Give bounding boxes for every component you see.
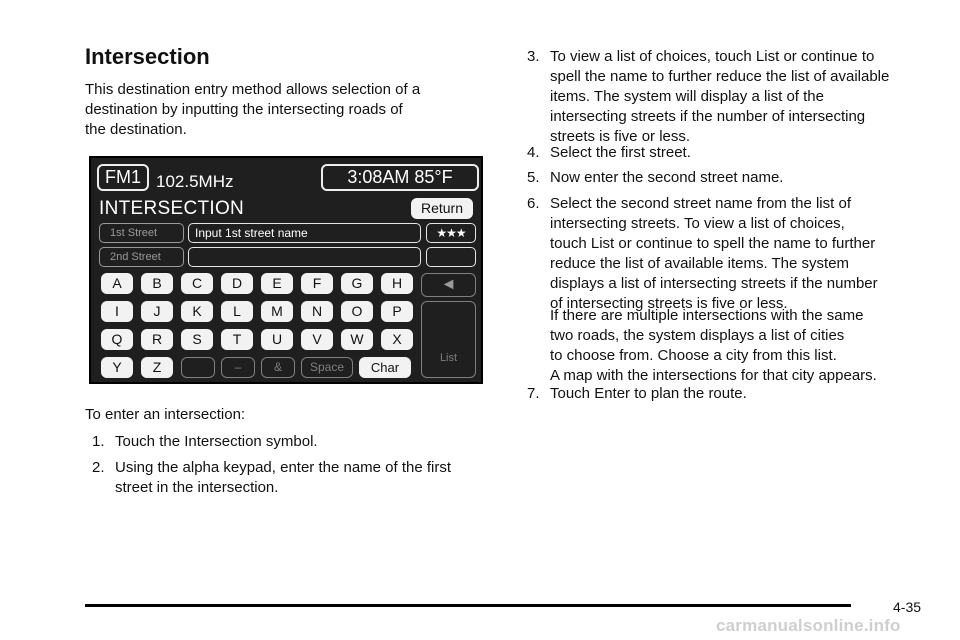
key-g: G (341, 273, 373, 294)
backspace-icon: ◄ (421, 273, 476, 297)
key-q: Q (101, 329, 133, 350)
step-line: Touch Enter to plan the route. (550, 385, 747, 402)
step-item (527, 143, 947, 163)
key-u: U (261, 329, 293, 350)
step-item (92, 432, 492, 452)
step-item (527, 194, 947, 314)
key-o: O (341, 301, 373, 322)
list-button: List (421, 301, 476, 378)
step-line: Using the alpha keypad, enter the name of the first (115, 459, 452, 476)
step-line: To view a list of choices, touch List or continue to (550, 48, 875, 65)
key-m: M (261, 301, 293, 322)
footer-rule (85, 604, 851, 607)
step-line: spell the name to further reduce the list of available (550, 68, 890, 85)
frequency-display: 102.5MHz (156, 172, 234, 191)
step-line: items. The system will display a list of the (550, 88, 824, 105)
first-street-input: Input 1st street name (188, 223, 421, 243)
key-c: C (181, 273, 213, 294)
step-line: intersecting streets. To view a list of choices, (550, 215, 845, 232)
space-key: Space (301, 357, 353, 378)
step-item (527, 168, 947, 188)
step-item (92, 458, 492, 498)
dash-key: – (221, 357, 255, 378)
watermark: carmanualsonline.info (716, 616, 901, 635)
stars-icon: ★★★ (426, 223, 476, 243)
key-i: I (101, 301, 133, 322)
second-street-button: 2nd Street (99, 247, 184, 267)
key-f: F (301, 273, 333, 294)
second-street-input (188, 247, 421, 267)
key-p: P (381, 301, 413, 322)
note-paragraph (550, 306, 877, 386)
key-w: W (341, 329, 373, 350)
intro-line: This destination entry method allows selection of a (85, 81, 421, 98)
step-number: 2. (92, 459, 105, 476)
step-line: street in the intersection. (115, 479, 279, 496)
step-number: 4. (527, 144, 540, 161)
key-y: Y (101, 357, 133, 378)
keypad-dim-button (181, 357, 215, 378)
first-street-button: 1st Street (99, 223, 184, 243)
navigation-screen-illustration (89, 156, 483, 384)
step-line: of intersecting streets is five or less. (550, 295, 788, 312)
key-h: H (381, 273, 413, 294)
ampersand-key: & (261, 357, 295, 378)
step-number: 7. (527, 385, 540, 402)
step-line: streets is five or less. (550, 128, 691, 145)
clock-temperature-display: 3:08AM 85°F (321, 164, 479, 191)
key-d: D (221, 273, 253, 294)
step-line: intersecting streets if the number of intersecting (550, 108, 866, 125)
key-z: Z (141, 357, 173, 378)
key-r: R (141, 329, 173, 350)
step-number: 1. (92, 433, 105, 450)
key-t: T (221, 329, 253, 350)
note-line: If there are multiple intersections with the same (550, 307, 864, 324)
step-line: touch List or continue to spell the name to further (550, 235, 876, 252)
key-v: V (301, 329, 333, 350)
step-line: Select the second street name from the list of (550, 195, 851, 212)
key-s: S (181, 329, 213, 350)
steps-intro: To enter an intersection: (85, 406, 246, 423)
key-b: B (141, 273, 173, 294)
blank-button (426, 247, 476, 267)
key-e: E (261, 273, 293, 294)
intro-paragraph (85, 80, 485, 140)
key-n: N (301, 301, 333, 322)
step-number: 3. (527, 48, 540, 65)
step-number: 5. (527, 169, 540, 186)
key-l: L (221, 301, 253, 322)
intro-line: destination by inputting the intersecting roads of (85, 101, 403, 118)
page-number: 4-35 (893, 599, 922, 615)
step-line: reduce the list of available items. The system (550, 255, 850, 272)
step-line: Touch the Intersection symbol. (115, 433, 318, 450)
step-item (527, 384, 947, 404)
key-j: J (141, 301, 173, 322)
step-line: displays a list of intersecting streets if the number (550, 275, 878, 292)
note-line: A map with the intersections for that city appears. (550, 367, 877, 384)
screen-title: INTERSECTION (99, 198, 245, 219)
step-line: Now enter the second street name. (550, 169, 784, 186)
intro-line: the destination. (85, 121, 187, 138)
key-x: X (381, 329, 413, 350)
note-line: to choose from. Choose a city from this list. (550, 347, 837, 364)
note-line: two roads, the system displays a list of cities (550, 327, 845, 344)
section-heading: Intersection (85, 44, 210, 69)
key-k: K (181, 301, 213, 322)
step-number: 6. (527, 195, 540, 212)
return-button: Return (411, 198, 473, 219)
key-a: A (101, 273, 133, 294)
step-line: Select the first street. (550, 144, 691, 161)
step-item (527, 47, 947, 147)
band-button: FM1 (97, 164, 149, 191)
char-button: Char (359, 357, 411, 378)
